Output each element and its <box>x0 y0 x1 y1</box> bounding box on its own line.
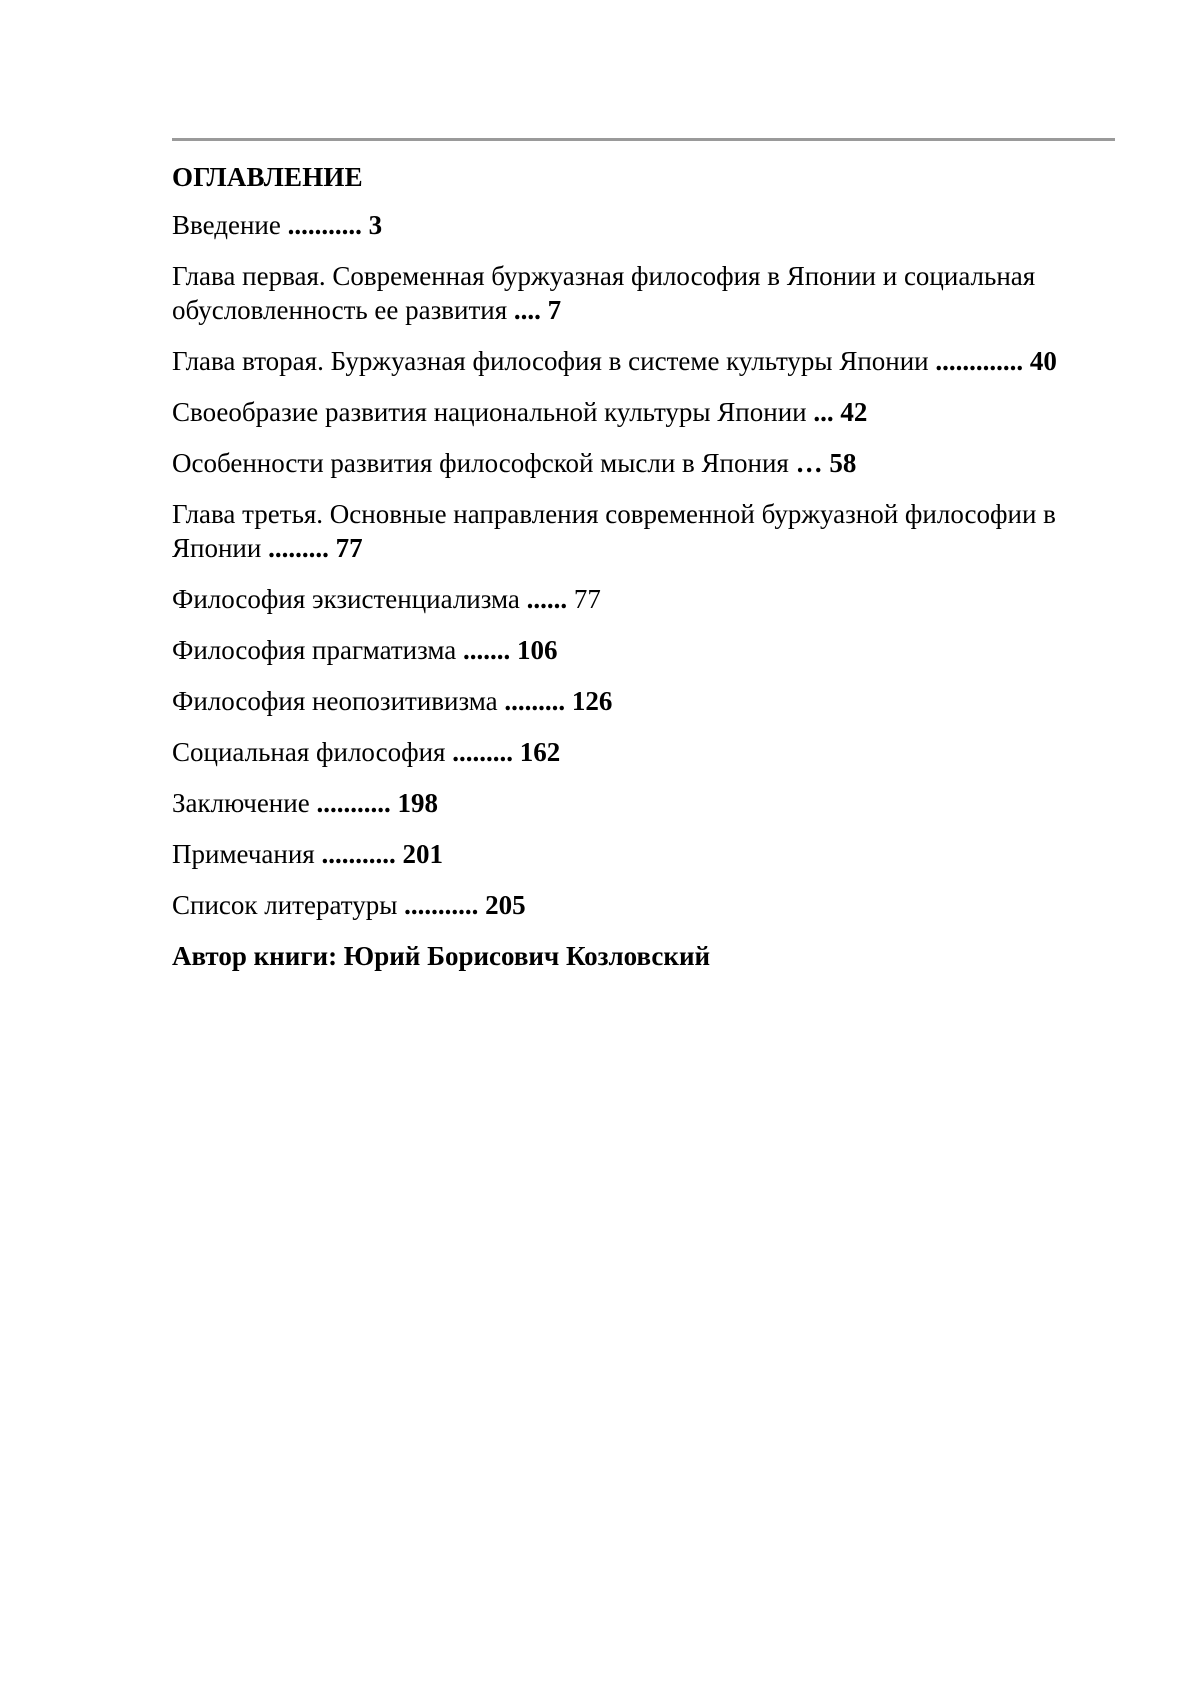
toc-entries <box>172 208 1112 922</box>
toc-entry-page-number: 42 <box>840 397 868 427</box>
toc-entry-page-number: 77 <box>573 584 601 614</box>
author-line: Автор книги: Юрий Борисович Козловский <box>172 941 711 971</box>
toc-entry <box>172 735 1112 769</box>
toc-entry-leader: ............. <box>935 346 1024 376</box>
toc-entry-title: Глава вторая. Буржуазная философия в системе культуры Японии <box>172 346 929 376</box>
top-divider <box>172 138 1115 141</box>
toc-entry-leader: ........... <box>321 839 396 869</box>
toc-entry-leader: ......... <box>268 533 329 563</box>
toc-entry-page-number: 58 <box>829 448 857 478</box>
toc-entry <box>172 888 1112 922</box>
toc-entry-title: Глава третья. Основные направления современной буржуазной философии в Японии <box>172 499 1056 563</box>
toc-entry-leader: ...... <box>526 584 568 614</box>
toc-entry-leader: … <box>795 448 823 478</box>
toc-entry <box>172 633 1112 667</box>
toc-entry-page-number: 198 <box>397 788 438 818</box>
toc-entry-title: Примечания <box>172 839 315 869</box>
toc-entry <box>172 786 1112 820</box>
toc-entry-title: Особенности развития философской мысли в Япония <box>172 448 789 478</box>
toc-entry-leader: ......... <box>504 686 566 716</box>
toc-entry <box>172 582 1112 616</box>
toc-entry <box>172 684 1112 718</box>
toc-entry-page-number: 7 <box>547 295 562 325</box>
table-of-contents <box>172 160 1112 973</box>
toc-entry <box>172 497 1112 565</box>
toc-entry-title: Заключение <box>172 788 310 818</box>
toc-entry-leader: .... <box>513 295 541 325</box>
toc-entry-page-number: 40 <box>1029 346 1057 376</box>
toc-entry-leader: ....... <box>463 635 511 665</box>
toc-entry <box>172 259 1112 327</box>
toc-entry-title: Социальная философия <box>172 737 446 767</box>
toc-entry <box>172 837 1112 871</box>
toc-entry-title: Философия экзистенциализма <box>172 584 520 614</box>
toc-entry-leader: ........... <box>404 890 479 920</box>
toc-entry-title: Философия прагматизма <box>172 635 457 665</box>
toc-entry <box>172 344 1112 378</box>
toc-entry-leader: ........... <box>287 210 362 240</box>
toc-entry-title: Философия неопозитивизма <box>172 686 498 716</box>
toc-entry <box>172 395 1112 429</box>
toc-entry-page-number: 205 <box>485 890 526 920</box>
toc-entry-page-number: 201 <box>402 839 443 869</box>
toc-entry-title: Своеобразие развития национальной культуры Японии <box>172 397 807 427</box>
toc-entry-leader: ......... <box>452 737 513 767</box>
toc-entry <box>172 446 1112 480</box>
toc-entry-title: Глава первая. Современная буржуазная философия в Японии и социальная обусловленность ее развития <box>172 261 1036 325</box>
toc-entry-leader: ... <box>813 397 834 427</box>
toc-entry-title: Введение <box>172 210 281 240</box>
toc-entry-page-number: 3 <box>368 210 383 240</box>
toc-entry-title: Список литературы <box>172 890 398 920</box>
toc-entry-page-number: 106 <box>517 635 558 665</box>
toc-entry-page-number: 126 <box>571 686 613 716</box>
toc-entry <box>172 208 1112 242</box>
toc-entry-page-number: 77 <box>335 533 363 563</box>
toc-entry-leader: ........... <box>316 788 391 818</box>
toc-entry-page-number: 162 <box>519 737 561 767</box>
toc-heading: ОГЛАВЛЕНИЕ <box>172 162 363 192</box>
